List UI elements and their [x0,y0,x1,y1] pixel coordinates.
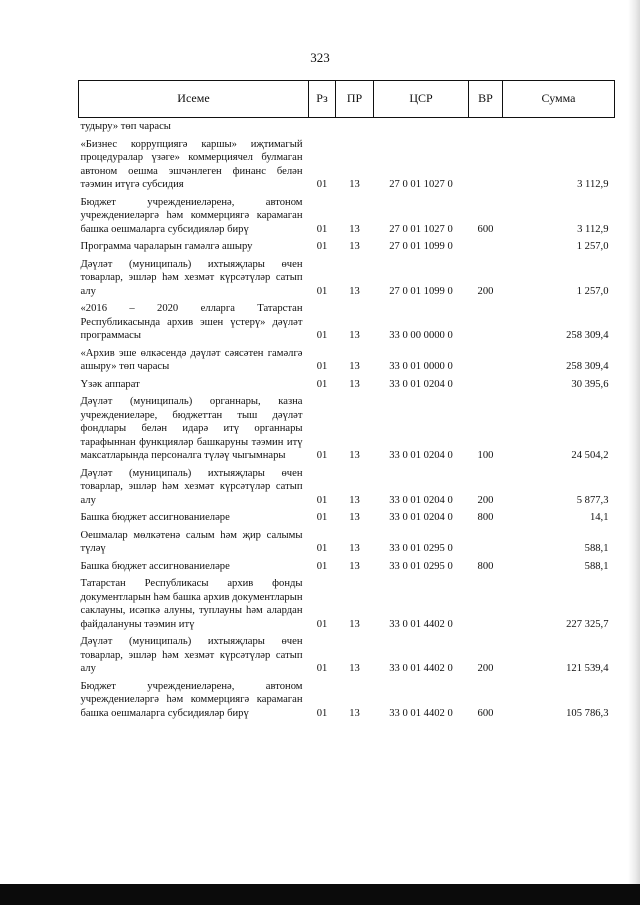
cell-rz: 01 [316,285,328,297]
cell-rz: 01 [316,494,328,506]
cell-sum [503,118,615,136]
cell-pr: 13 [349,543,360,554]
cell-rz: 01 [316,618,328,630]
cell-csr: 33 0 01 0204 0 [389,494,453,506]
cell-rz: 01 [316,223,328,235]
table-row [79,345,615,376]
cell-pr: 13 [349,378,360,390]
cell-rz: 01 [316,707,328,719]
cell-pr: 13 [349,494,360,506]
scan-bottom-border [0,884,640,905]
cell-csr: 33 0 01 4402 0 [389,618,453,630]
cell-name: «Архив эше өлкәсендә дәүләт сәясәтен гамәлгә ашыру» төп чарасы [80,347,303,372]
cell-rz: 01 [316,378,328,390]
cell-rz: 01 [316,361,328,372]
cell-csr: 27 0 01 1027 0 [389,179,453,190]
cell-csr: 33 0 01 4402 0 [389,663,453,674]
cell-vr [469,136,503,194]
cell-vr: 800 [477,560,494,572]
table-row [79,118,615,136]
cell-vr [469,118,503,136]
table-row [79,393,615,465]
cell-csr [374,118,469,136]
table-row [79,300,615,345]
cell-rz: 01 [316,663,328,674]
scan-page-edge [628,0,640,905]
cell-rz: 01 [316,450,328,461]
cell-csr: 27 0 01 1099 0 [389,241,453,252]
cell-sum: 105 786,3 [566,707,609,719]
cell-vr [469,300,503,345]
cell-name: Дәүләт (муниципаль) ихтыяҗлары өчен товарлар, эшләр һәм хезмәт күрсәтүләр сатып алу [80,258,303,297]
cell-sum: 5 877,3 [576,494,609,506]
cell-csr: 27 0 01 1027 0 [389,223,453,235]
cell-rz: 01 [316,330,328,341]
cell-sum: 1 257,0 [576,241,609,252]
cell-rz: 01 [316,543,328,554]
cell-vr: 200 [477,494,494,506]
cell-sum: 121 539,4 [566,663,609,674]
cell-pr: 13 [349,285,360,297]
cell-name: Башка бюджет ассигнованиеләре [80,560,230,572]
cell-pr: 13 [349,241,360,252]
table-row [79,678,615,723]
cell-csr: 33 0 01 0000 0 [389,361,453,372]
table-row [79,527,615,558]
table-row [79,194,615,239]
cell-pr: 13 [349,179,360,190]
table-row [79,376,615,394]
cell-vr: 600 [477,223,494,235]
cell-pr: 13 [349,330,360,341]
cell-pr: 13 [349,223,360,235]
cell-rz: 01 [316,241,328,252]
cell-sum: 14,1 [589,512,609,523]
cell-name: Дәүләт (муниципаль) ихтыяҗлары өчен товарлар, эшләр һәм хезмәт күрсәтүләр сатып алу [80,636,303,674]
cell-vr [469,345,503,376]
cell-name: Дәүләт (муниципаль) ихтыяҗлары өчен товарлар, эшләр һәм хезмәт күрсәтүләр сатып алу [80,467,303,506]
table-row [79,256,615,301]
cell-vr [469,527,503,558]
cell-pr [336,118,374,136]
cell-rz: 01 [316,179,328,190]
cell-sum: 3 112,9 [577,223,609,235]
cell-pr: 13 [349,618,360,630]
cell-csr: 33 0 01 0204 0 [389,450,453,461]
cell-sum: 1 257,0 [576,285,609,297]
table-header [79,81,615,118]
cell-csr: 33 0 01 0295 0 [389,560,453,572]
cell-name: «Бизнес коррупциягә каршы» иҗтимагый процедуралар үзәге» коммерциячел булмаган автоном оешма эшчәнлеген финанс белән тәэмин итүгә субсидия [80,138,303,190]
cell-sum: 24 504,2 [571,450,609,461]
cell-csr: 27 0 01 1099 0 [389,285,453,297]
cell-name: Оешмалар мөлкәтенә салым һәм җир салымы түләү [80,529,303,554]
table-row [79,633,615,678]
table-row [79,238,615,256]
cell-sum: 258 309,4 [566,330,609,341]
table-body [79,118,615,723]
cell-vr [469,238,503,256]
budget-table [78,80,615,722]
header-csr: ЦСР [374,81,469,118]
cell-csr: 33 0 01 0295 0 [389,543,453,554]
header-pr: ПР [336,81,374,118]
cell-vr: 600 [477,707,494,719]
cell-name: Дәүләт (муниципаль) органнары, казна учреждениеләре, бюджеттан тыш дәүләт фондлары белән идарә итү органнары тарафыннан функцияләр башкаруны тәэмин итү максатларында персоналга түләү чыгымнары [80,396,303,461]
cell-name: «2016 – 2020 елларга Татарстан Республикасында архив эшен үстерү» дәүләт программасы [80,303,303,341]
cell-pr: 13 [349,450,360,461]
table-row [79,509,615,527]
cell-vr: 200 [477,285,494,297]
cell-csr: 33 0 00 0000 0 [389,330,453,341]
cell-csr: 33 0 01 4402 0 [389,707,453,719]
cell-name: Программа чараларын гамәлгә ашыру [80,241,253,252]
cell-pr: 13 [349,707,360,719]
cell-rz: 01 [316,560,328,572]
header-rz: Рз [309,81,336,118]
cell-name: Бюджет учреждениеләренә, автоном учреждениеләргә һәм коммерциягә карамаган башка оешмаларга субсидияләр бирү [80,680,303,719]
table-row [79,558,615,576]
cell-pr: 13 [349,512,360,523]
cell-pr: 13 [349,560,360,572]
cell-csr: 33 0 01 0204 0 [389,378,453,390]
cell-pr: 13 [349,361,360,372]
cell-vr: 200 [477,663,494,674]
cell-vr [469,575,503,633]
cell-name: Татарстан Республикасы архив фонды документларын һәм башка архив документларын саклауны, исәпкә алуны, туплауны һәм алардан файдалануны тәэмин итү [80,578,303,630]
page-number: 323 [310,50,330,65]
header-name: Исеме [79,81,309,118]
cell-rz [309,118,336,136]
cell-vr: 800 [477,512,494,523]
cell-name: Башка бюджет ассигнованиеләре [80,512,230,523]
cell-name: Бюджет учреждениеләренә, автоном учреждениеләргә һәм коммерциягә карамаган башка оешмаларга субсидияләр бирү [80,196,303,235]
cell-name: тудыру» төп чарасы [80,121,171,132]
header-vr: ВР [469,81,503,118]
cell-vr [469,376,503,394]
table-row [79,575,615,633]
table-row [79,465,615,510]
cell-vr: 100 [477,450,494,461]
cell-sum: 30 395,6 [571,378,609,390]
header-sum: Сумма [503,81,615,118]
cell-sum: 588,1 [584,560,609,572]
cell-sum: 227 325,7 [566,618,609,630]
cell-rz: 01 [316,512,328,523]
cell-pr: 13 [349,663,360,674]
cell-csr: 33 0 01 0204 0 [389,512,453,523]
cell-sum: 3 112,9 [577,179,609,190]
table-row [79,136,615,194]
cell-name: Үзәк аппарат [80,378,140,390]
cell-sum: 588,1 [584,543,609,554]
cell-sum: 258 309,4 [566,361,609,372]
